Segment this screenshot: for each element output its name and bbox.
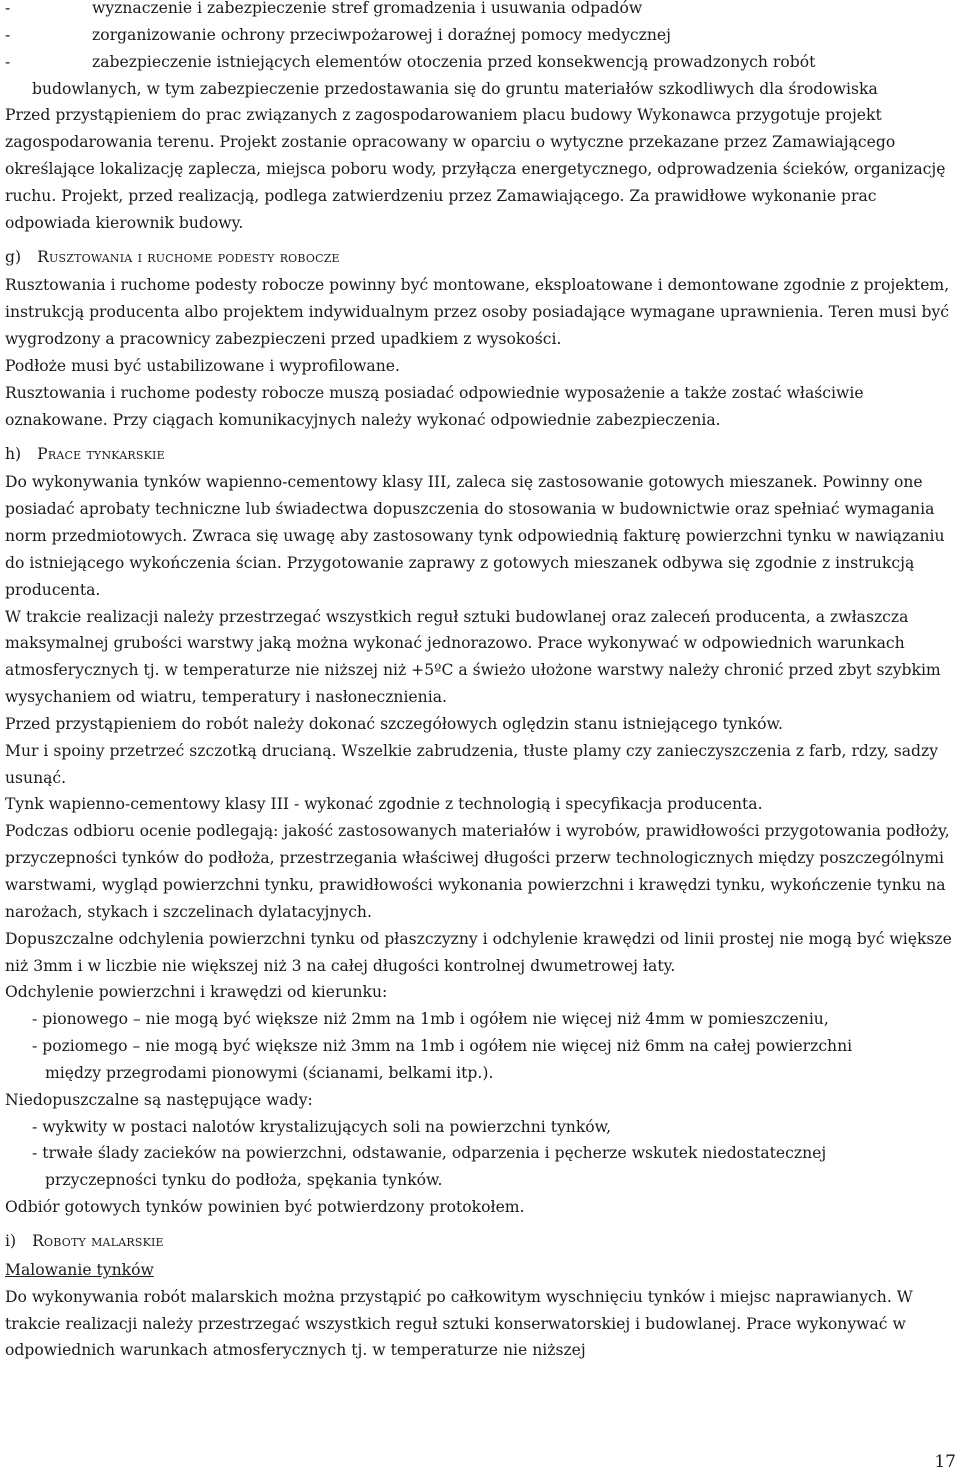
defect-item: - trwałe ślady zacieków na powierzchni, odstawanie, odparzenia i pęcherze wskutek niedostatecznej bbox=[32, 1144, 827, 1163]
section-heading-g bbox=[5, 244, 953, 271]
deviation-item: - poziomego – nie mogą być większe niż 3mm na 1mb i ogółem nie więcej niż 6mm na całej powierzchni bbox=[32, 1037, 853, 1056]
section-letter: i) bbox=[5, 1231, 17, 1250]
list-item-continuation: budowlanych, w tym zabezpieczenie przedostawania się do gruntu materiałów szkodliwych dla środowiska bbox=[32, 79, 878, 98]
list-item bbox=[5, 49, 953, 76]
defect-item: - wykwity w postaci nalotów krystalizujących soli na powierzchni tynków, bbox=[32, 1117, 612, 1136]
page-number: 17 bbox=[934, 1452, 956, 1472]
section-heading-i bbox=[5, 1228, 953, 1255]
deviation-item-continuation: między przegrodami pionowymi (ścianami, belkami itp.). bbox=[45, 1063, 494, 1082]
list-item-text: wyznaczenie i zabezpieczenie stref gromadzenia i usuwania odpadów bbox=[92, 0, 643, 17]
section-heading-h bbox=[5, 441, 953, 468]
paragraph: Do wykonywania robót malarskich można przystąpić po całkowitym wyschnięciu tynków i miejsc naprawianych. W trakcie realizacji należy przestrzegać wszystkich reguł sztuki konserwatorskiej i budowlanej. Prace wykonywać w odpowiednich warunkach atmosferycznych tj. w temperaturze nie niższej bbox=[5, 1287, 913, 1360]
paragraph: W trakcie realizacji należy przestrzegać wszystkich reguł sztuki budowlanej oraz zaleceń producenta, a zwłaszcza maksymalnej grubości warstwy jaką można wykonać jednorazowo. Prace wykonywać w odpowiednich warunkach atmosferycznych tj. w temperaturze nie niższej niż +5ºC a świeżo ułożone warstwy należy chronić przed zbyt szybkim wysychaniem od wiatru, temperatury i nasłonecznienia. bbox=[5, 607, 941, 707]
page-content bbox=[5, 0, 953, 1364]
list-item-text: zabezpieczenie istniejących elementów otoczenia przed konsekwencją prowadzonych robót bbox=[92, 52, 816, 71]
section-letter: h) bbox=[5, 444, 22, 463]
paragraph: Do wykonywania tynków wapienno-cementowy klasy III, zaleca się zastosowanie gotowych mieszanek. Powinny one posiadać aprobaty techniczne lub świadectwa dopuszczenia do stosowania w budownictwie oraz spełniać wymagania norm przedmiotowych. Zwraca się uwagę aby zastosowany tynk odpowiednią fakturę powierzchni tynku w nawiązaniu do istniejącego wykończenia ścian. Przygotowanie zaprawy z gotowych mieszanek odbywa się zgodnie z instrukcją producenta. bbox=[5, 473, 945, 599]
defects-intro: Niedopuszczalne są następujące wady: bbox=[5, 1090, 313, 1109]
list-item bbox=[5, 22, 953, 49]
paragraph: Podłoże musi być ustabilizowane i wyprofilowane. bbox=[5, 356, 400, 375]
deviation-item: - pionowego – nie mogą być większe niż 2mm na 1mb i ogółem nie więcej niż 4mm w pomieszczeniu, bbox=[32, 1010, 829, 1029]
paragraph: Mur i spoiny przetrzeć szczotką drucianą. Wszelkie zabrudzenia, tłuste plamy czy zanieczyszczenia z farb, rdzy, sadzy usunąć. bbox=[5, 741, 939, 787]
paragraph: Podczas odbioru ocenie podlegają: jakość zastosowanych materiałów i wyrobów, prawidłowości przygotowania podłoży, przyczepności tynków do podłoża, przestrzegania właściwej długości przerw technologicznych między poszczególnymi warstwami, wygląd powierzchni tynku, prawidłowości wykonania powierzchni i krawędzi tynku, wykończenie tynku na narożach, stykach i szczelinach dylatacyjnych. bbox=[5, 822, 950, 921]
paragraph: Odchylenie powierzchni i krawędzi od kierunku: bbox=[5, 983, 388, 1002]
closing-paragraph: Odbiór gotowych tynków powinien być potwierdzony protokołem. bbox=[5, 1198, 525, 1217]
dash-marker: - bbox=[5, 0, 11, 17]
paragraph: Dopuszczalne odchylenia powierzchni tynku od płaszczyzny i odchylenie krawędzi od linii prostej nie mogą być większe niż 3mm i w liczbie nie większej niż 3 na całej długości kontrolnej dwumetrowej łaty. bbox=[5, 929, 952, 975]
dash-marker: - bbox=[5, 25, 11, 44]
section-title: Rusztowania i ruchome podesty robocze bbox=[37, 247, 340, 266]
paragraph: Przed przystąpieniem do robót należy dokonać szczegółowych oględzin stanu istniejącego tynków. bbox=[5, 714, 783, 733]
defect-item-continuation: przyczepności tynku do podłoża, spękania tynków. bbox=[45, 1171, 443, 1190]
paragraph: Rusztowania i ruchome podesty robocze muszą posiadać odpowiednie wyposażenie a także zostać właściwie oznakowane. Przy ciągach komunikacyjnych należy wykonać odpowiednie zabezpieczenia. bbox=[5, 383, 864, 429]
section-title: Prace tynkarskie bbox=[37, 444, 165, 463]
section-title: Roboty malarskie bbox=[32, 1231, 164, 1250]
subheading: Malowanie tynków bbox=[5, 1260, 154, 1279]
paragraph: Rusztowania i ruchome podesty robocze powinny być montowane, eksploatowane i demontowane zgodnie z projektem, instrukcją producenta albo projektem indywidualnym przez osoby posiadające wymagane uprawnienia. Teren musi być wygrodzony a pracownicy zabezpieczeni przed upadkiem z wysokości. bbox=[5, 276, 950, 349]
list-item-text: zorganizowanie ochrony przeciwpożarowej i doraźnej pomocy medycznej bbox=[92, 25, 671, 44]
list-item bbox=[5, 0, 953, 22]
intro-paragraph: Przed przystąpieniem do prac związanych z zagospodarowaniem placu budowy Wykonawca przygotuje projekt zagospodarowania terenu. Projekt zostanie opracowany w oparciu o wytyczne przekazane przez Zamawiającego określające lokalizację zaplecza, miejsca poboru wody, przyłącza energetycznego, odprowadzenia ścieków, organizację ruchu. Projekt, przed realizacją, podlega zatwierdzeniu przez Zamawiającego. Za prawidłowe wykonanie prac odpowiada kierownik budowy. bbox=[5, 106, 946, 232]
dash-marker: - bbox=[5, 52, 11, 71]
section-letter: g) bbox=[5, 247, 22, 266]
paragraph: Tynk wapienno-cementowy klasy III - wykonać zgodnie z technologią i specyfikacja producenta. bbox=[5, 795, 763, 814]
